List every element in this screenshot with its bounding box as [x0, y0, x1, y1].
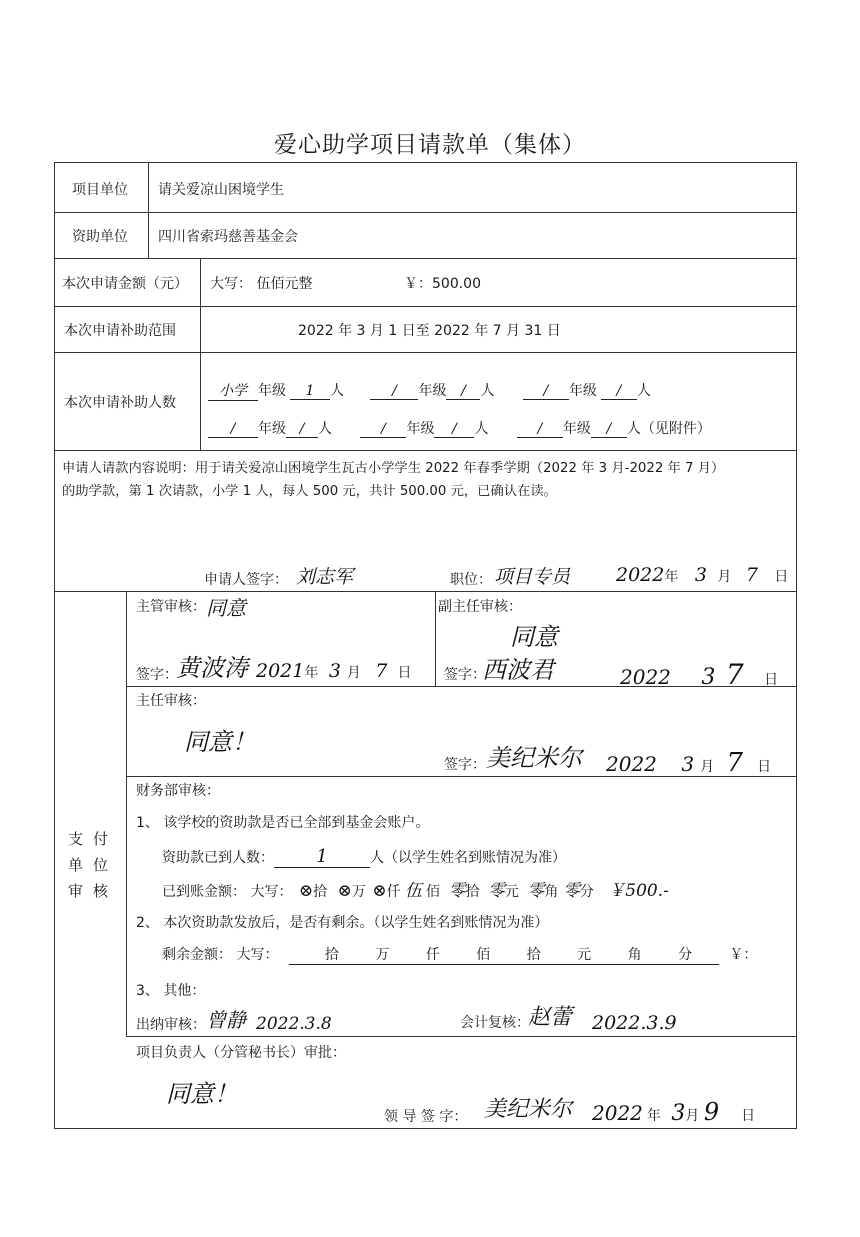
grade-word: 年级 — [258, 383, 286, 399]
person-word: 人 — [636, 383, 651, 399]
leader-signature: 美纪米尔 — [484, 1097, 573, 1122]
director-sign-label: 签字： — [444, 757, 486, 773]
people-row-2 — [208, 418, 711, 438]
director-date: 2022 3 月 7 日 — [606, 748, 772, 778]
person-word: 人 — [318, 421, 332, 437]
grade-value: / — [523, 383, 569, 400]
grade-word: 年级 — [568, 383, 597, 399]
year-word: 年 — [664, 569, 679, 585]
remaining-amount-row: 剩余金额： 大写： 拾 万 仟 佰 拾 元 角 分 ￥： — [162, 944, 757, 965]
vice-director-signature: 西波君 — [482, 656, 554, 684]
amount-upper: 大写： 伍佰元整 — [210, 276, 313, 292]
grade-value: / — [360, 421, 406, 438]
vice-director-sign-label: 签字： — [444, 667, 486, 683]
arrived-label: 资助款已到人数： — [162, 850, 274, 866]
attachment-note: （见附件） — [640, 421, 711, 437]
date-year: 2022 — [616, 564, 665, 586]
position-value: 项目专员 — [494, 566, 571, 588]
grade-word: 年级 — [562, 421, 591, 437]
person-word: 人 — [480, 383, 495, 399]
supervisor-label: 主管审核： — [136, 599, 206, 615]
finance-question-1: 1、 该学校的资助款是否已全部到基金会账户。 — [136, 815, 430, 831]
count-value: / — [601, 383, 637, 400]
grade-value: 小学 — [208, 380, 258, 401]
person-word: 人 — [474, 421, 489, 437]
people-row-1 — [208, 380, 651, 401]
arrived-count: 1 — [274, 846, 370, 868]
cashier-signature: 曾静 — [206, 1008, 246, 1032]
arrived-note: 人（以学生姓名到账情况为准） — [370, 850, 566, 866]
vice-director-opinion: 同意 — [510, 623, 558, 651]
page-title: 爱心助学项目请款单（集体） — [274, 132, 586, 158]
range-value: 2022 年 3 月 1 日至 2022 年 7 月 31 日 — [298, 323, 561, 339]
person-word: 人 — [626, 421, 641, 437]
grade-value: / — [517, 421, 563, 438]
day-word: 日 — [774, 569, 789, 585]
count-value: / — [591, 421, 627, 438]
accountant-date: 2022.3.9 — [592, 1012, 677, 1034]
grade-word: 年级 — [418, 383, 447, 399]
date-month: 3 — [694, 564, 707, 586]
range-label: 本次申请补助范围 — [64, 323, 176, 339]
cashier-date: 2022.3.8 — [256, 1014, 332, 1034]
side-label: 支 付 单 位 审 核 — [68, 830, 109, 900]
leader-sign-label: 领 导 签 字： — [384, 1109, 468, 1125]
person-word: 人 — [330, 383, 344, 399]
count-value: / — [434, 421, 474, 438]
project-unit-value: 请关爱凉山困境学生 — [158, 182, 284, 198]
cashier-label: 出纳审核： — [136, 1017, 206, 1033]
grade-word: 年级 — [258, 421, 286, 437]
finance-question-3: 3、 其他： — [136, 983, 206, 999]
supervisor-sign-label: 签字： — [136, 667, 178, 683]
applicant-date — [616, 564, 788, 586]
leader-label: 项目负责人（分管秘书长）审批： — [136, 1045, 346, 1061]
count-value: / — [446, 383, 480, 400]
vice-director-date: 2022 3 7 日 — [620, 658, 779, 691]
count-value: / — [286, 421, 318, 438]
funder-label: 资助单位 — [72, 229, 128, 245]
month-word: 月 — [717, 569, 732, 585]
director-label: 主任审核： — [136, 693, 206, 709]
position-label: 职位： — [450, 572, 492, 588]
applicant-signature: 刘志军 — [296, 566, 354, 588]
description-line-1: 申请人请款内容说明：用于请关爱凉山困境学生瓦古小学学生 2022 年春季学期（2022 年 3 月-2022 年 7 月） — [62, 461, 725, 476]
grade-value: / — [208, 421, 258, 438]
accountant-label: 会计复核： — [460, 1015, 530, 1031]
supervisor-signature: 黄波涛 — [176, 654, 248, 682]
count-value: 1 — [290, 383, 330, 400]
director-opinion: 同意！ — [184, 728, 256, 756]
arrived-count-row — [162, 846, 566, 868]
applicant-sign-label: 申请人签字： — [204, 572, 288, 588]
remaining-label: 剩余金额： 大写： — [162, 947, 279, 963]
leader-date: 2022 年 3月 9 日 — [592, 1098, 756, 1126]
remaining-yen: ￥： — [729, 947, 758, 963]
supervisor-date: 2021年 3 月 7 日 — [256, 660, 412, 682]
leader-opinion: 同意！ — [166, 1080, 238, 1108]
project-unit-label: 项目单位 — [72, 182, 128, 198]
finance-question-2: 2、 本次资助款发放后，是否有剩余。（以学生姓名到账情况为准） — [136, 915, 549, 931]
vice-director-label: 副主任审核： — [438, 599, 522, 615]
director-signature: 美纪米尔 — [486, 744, 582, 772]
amount-number: ￥：500.00 — [404, 276, 481, 292]
grade-value: / — [370, 383, 418, 400]
supervisor-opinion: 同意 — [206, 596, 246, 620]
received-label: 已到账金额： 大写： — [162, 884, 293, 900]
grade-word: 年级 — [406, 421, 435, 437]
people-label: 本次申请补助人数 — [64, 395, 176, 411]
received-amount-row: 已到账金额： 大写： ⊗拾 ⊗万 ⊗仟 伍 佰 零拾 零元 零角 零分 ￥500.- — [162, 881, 669, 901]
funder-value: 四川省索玛慈善基金会 — [158, 229, 298, 245]
date-day: 7 — [745, 564, 758, 586]
finance-label: 财务部审核： — [136, 783, 220, 799]
accountant-signature: 赵蕾 — [528, 1005, 573, 1030]
received-number: ￥500.- — [608, 881, 669, 901]
description-line-2: 的助学款，第 1 次请款，小学 1 人，每人 500 元，共计 500.00 元，已确认在读。 — [62, 484, 557, 499]
amount-label: 本次申请金额（元） — [62, 276, 188, 292]
